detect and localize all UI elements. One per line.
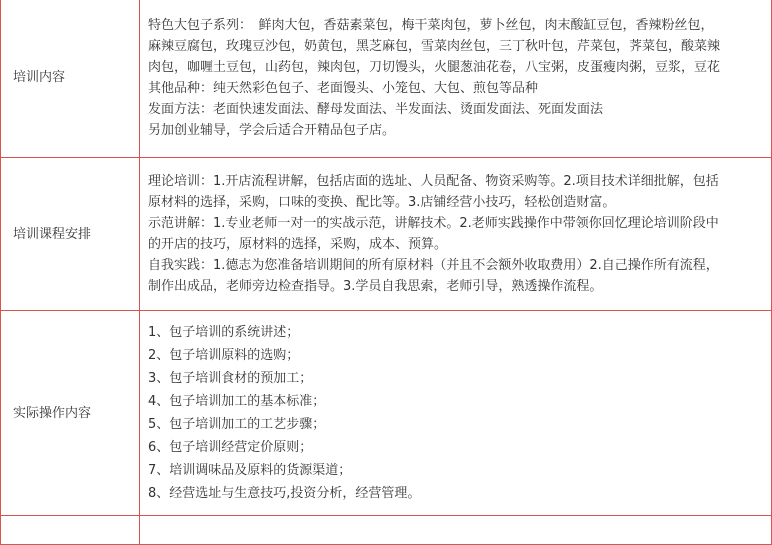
row-content [140,311,772,516]
list-item: 4、包子培训加工的基本标准； [148,394,326,409]
list-item: 3、包子培训食材的预加工； [148,371,313,386]
content-line: 示范讲解：1.专业老师一对一的实战示范，讲解技术。2.老师实践操作中带领你回忆理论培训阶段中 [148,216,719,231]
content-line: 麻辣豆腐包，玫瑰豆沙包，奶黄包，黑芝麻包，雪菜肉丝包，三丁秋叶包，芹菜包，荠菜包，酸菜辣 [148,38,721,54]
content-line: 肉包，咖喱土豆包，山药包，辣肉包，刀切馒头，火腿葱油花卷，八宝粥，皮蛋瘦肉粥，豆浆，豆花 [148,59,721,75]
row-label-empty [1,516,140,545]
list-item: 5、包子培训加工的工艺步骤； [148,417,326,432]
list-item: 6、包子培训经营定价原则； [148,440,313,455]
content-line: 其他品种：纯天然彩色包子、老面馒头、小笼包、大包、煎包等品种 [148,80,539,96]
content-line: 的开店的技巧，原材料的选择，采购，成本、预算。 [148,237,448,252]
table-row [1,516,772,545]
row-content [140,0,772,158]
content-line: 原材料的选择，采购，口味的变换、配比等。3.店铺经营小技巧，轻松创造财富。 [148,195,616,210]
row-content-empty [140,516,772,545]
table-row [1,0,772,158]
content-line: 制作出成品，老师旁边检查指导。3.学员自我思索，老师引导，熟透操作流程。 [148,279,603,294]
content-line: 发面方法：老面快速发面法、酵母发面法、半发面法、烫面发面法、死面发面法 [148,101,604,117]
list-item: 1、包子培训的系统讲述； [148,325,300,340]
row-content [140,158,772,311]
content-line: 理论培训：1.开店流程讲解，包括店面的选址、人员配备、物资采购等。2.项目技术详细批解，包括 [148,174,719,189]
row-label: 实际操作内容 [1,311,140,516]
content-line: 另加创业辅导，学会后适合开精品包子店。 [148,122,396,138]
table-row [1,311,772,516]
table-row [1,158,772,311]
row-label: 培训课程安排 [1,158,140,311]
content-line: 自我实践：1.德志为您准备培训期间的所有原材料（并且不会额外收取费用）2.自己操作所有流程， [148,258,719,273]
list-item: 7、培训调味品及原料的货源渠道； [148,463,352,478]
list-item: 8、经营选址与生意技巧,投资分析，经营管理。 [148,486,421,501]
row-label: 培训内容 [1,0,140,158]
content-line: 特色大包子系列： 鲜肉大包，香菇素菜包，梅干菜肉包，萝卜丝包，肉末酸缸豆包，香辣粉丝包， [148,17,714,33]
list-item: 2、包子培训原料的选购； [148,348,300,363]
